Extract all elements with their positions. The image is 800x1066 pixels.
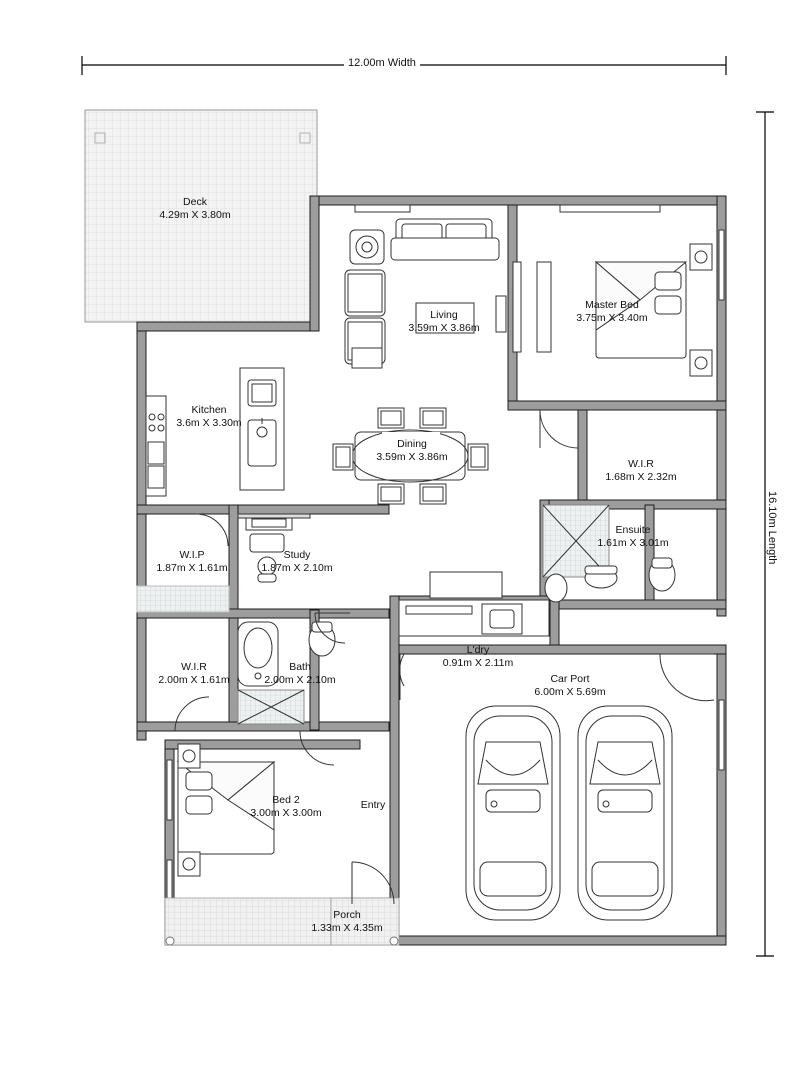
room-dims: 1.68m X 2.32m bbox=[605, 470, 677, 483]
room-label-entry bbox=[343, 799, 403, 812]
room-name: Porch bbox=[333, 909, 361, 921]
room-label-dining bbox=[362, 438, 462, 463]
room-name: L'dry bbox=[466, 644, 490, 656]
room-dims: 1.87m X 1.61m bbox=[156, 561, 228, 574]
room-name: Kitchen bbox=[191, 404, 227, 416]
room-dims: 0.91m X 2.11m bbox=[442, 656, 514, 669]
room-dims: 2.00m X 2.10m bbox=[264, 673, 336, 686]
room-name: Deck bbox=[183, 196, 207, 208]
room-label-wip bbox=[137, 549, 247, 574]
room-name: Study bbox=[283, 549, 311, 561]
room-label-deck bbox=[145, 196, 245, 221]
room-dims: 1.61m X 3.01m bbox=[597, 536, 669, 549]
width-dimension-label: 12.00m Width bbox=[344, 57, 420, 69]
room-name: Bath bbox=[289, 661, 311, 673]
room-label-bed2 bbox=[236, 794, 336, 819]
room-name: W.I.R bbox=[181, 661, 207, 673]
room-name: Living bbox=[430, 309, 458, 321]
room-name: Ensuite bbox=[615, 524, 651, 536]
room-dims: 2.00m X 1.61m bbox=[158, 673, 230, 686]
room-name: W.I.P bbox=[179, 549, 205, 561]
room-dims: 3.59m X 3.86m bbox=[408, 321, 480, 334]
room-label-kitchen bbox=[159, 404, 259, 429]
room-name: Master Bed bbox=[585, 299, 639, 311]
room-label-bath bbox=[245, 661, 355, 686]
room-label-living bbox=[394, 309, 494, 334]
room-name: Dining bbox=[397, 438, 427, 450]
room-name: Entry bbox=[360, 799, 386, 811]
kitchen-fixtures bbox=[146, 368, 284, 496]
room-dims: 4.29m X 3.80m bbox=[159, 208, 231, 221]
room-name: Bed 2 bbox=[272, 794, 300, 806]
room-dims: 3.75m X 3.40m bbox=[576, 311, 648, 324]
room-name: Car Port bbox=[550, 673, 590, 685]
ensuite-fixtures bbox=[543, 505, 675, 602]
room-dims: 3.59m X 3.86m bbox=[376, 450, 448, 463]
laundry-fixtures bbox=[399, 572, 549, 636]
room-name: W.I.R bbox=[628, 458, 654, 470]
room-dims: 3.00m X 3.00m bbox=[250, 806, 322, 819]
room-label-car-port bbox=[515, 673, 625, 698]
room-dims: 1.87m X 2.10m bbox=[261, 561, 333, 574]
room-label-wir-bed2 bbox=[139, 661, 249, 686]
room-label-master-bed bbox=[557, 299, 667, 324]
room-label-study bbox=[242, 549, 352, 574]
living-furniture bbox=[345, 219, 506, 368]
room-label-porch bbox=[297, 909, 397, 934]
room-label-ldry bbox=[428, 644, 528, 669]
room-dims: 3.6m X 3.30m bbox=[176, 416, 242, 429]
room-dims: 1.33m X 4.35m bbox=[311, 921, 383, 934]
room-label-ensuite bbox=[578, 524, 688, 549]
car-port-vehicles bbox=[466, 706, 672, 920]
length-dimension-label: 16.10m Length bbox=[766, 487, 778, 568]
room-label-wir-master bbox=[586, 458, 696, 483]
room-dims: 6.00m X 5.69m bbox=[534, 685, 606, 698]
